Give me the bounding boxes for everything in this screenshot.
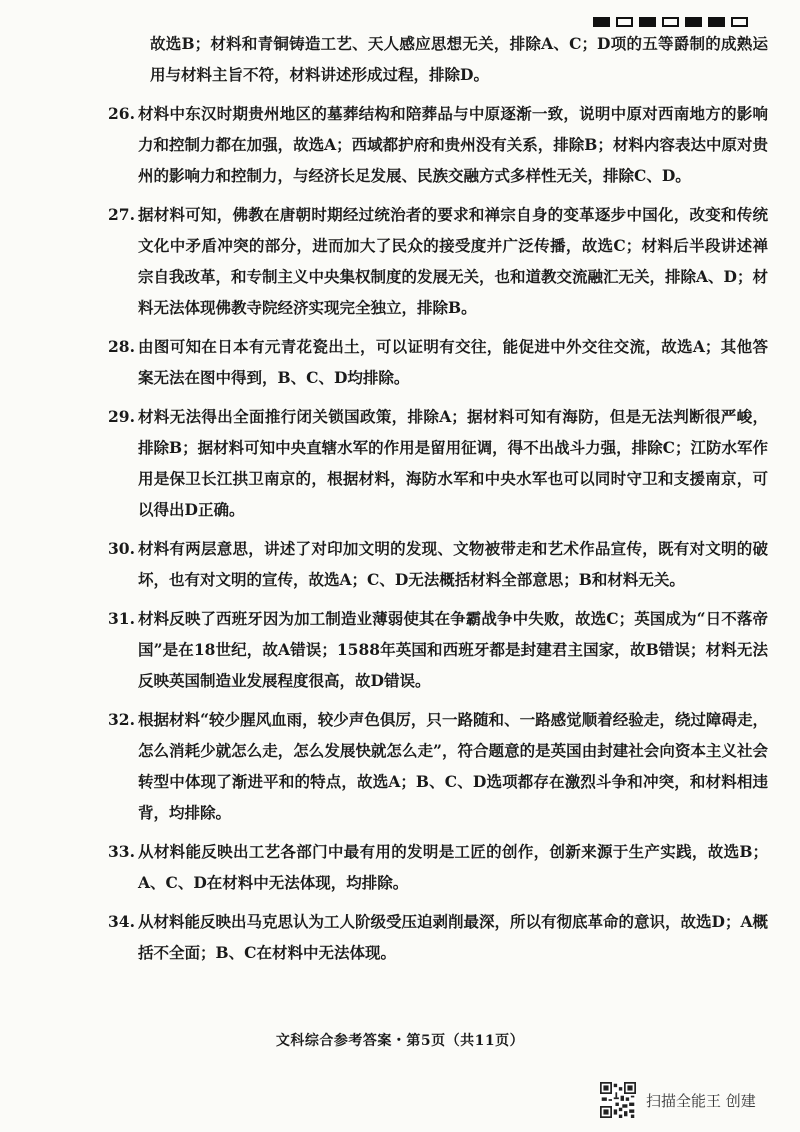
answer-text: 由图可知在日本有元青花瓷出土，可以证明有交往，能促进中外交往交流，故选A；其他答案无法在图中得到，B、C、D均排除。 xyxy=(138,337,768,387)
alignment-mark xyxy=(593,17,610,27)
question-number: 32. xyxy=(108,710,135,729)
answer-item xyxy=(108,199,768,323)
question-number: 28. xyxy=(108,337,135,356)
answer-item xyxy=(108,98,768,191)
answer-item xyxy=(108,906,768,968)
question-number: 31. xyxy=(108,609,135,628)
question-number: 34. xyxy=(108,912,135,931)
alignment-mark xyxy=(685,17,702,27)
scanner-watermark xyxy=(600,1082,756,1118)
answer-text: 材料无法得出全面推行闭关锁国政策，排除A；据材料可知有海防，但是无法判断很严峻，排除B；据材料可知中央直辖水军的作用是留用征调，得不出战斗力强，排除C；江防水军作用是保卫长江拱卫南京的，根据材料，海防水军和中央水军也可以同时守卫和支援南京，可以得出D正确。 xyxy=(138,407,768,519)
answer-list xyxy=(108,28,768,976)
answer-item xyxy=(108,603,768,696)
question-number: 33. xyxy=(108,842,135,861)
question-number: 30. xyxy=(108,539,135,558)
alignment-mark xyxy=(731,17,748,27)
answer-text: 材料反映了西班牙因为加工制造业薄弱使其在争霸战争中失败，故选C；英国成为“日不落帝国”是在18世纪，故A错误；1588年英国和西班牙都是封建君主国家，故B错误；材料无法反映英国制造业发展程度很高，故D错误。 xyxy=(138,609,768,690)
answer-text: 材料有两层意思，讲述了对印加文明的发现、文物被带走和艺术作品宣传，既有对文明的破坏，也有对文明的宣传，故选A；C、D无法概括材料全部意思；B和材料无关。 xyxy=(138,539,768,589)
alignment-mark xyxy=(662,17,679,27)
page-footer: 文科综合参考答案・第5页（共11页） xyxy=(275,1033,525,1049)
alignment-mark xyxy=(616,17,633,27)
answer-item xyxy=(108,704,768,828)
answer-item xyxy=(108,401,768,525)
answer-item xyxy=(108,533,768,595)
answer-text: 材料中东汉时期贵州地区的墓葬结构和陪葬品与中原逐渐一致，说明中原对西南地方的影响力和控制力都在加强，故选A；西域都护府和贵州没有关系，排除B；材料内容表达中原对贵州的影响力和控制力，与经济长足发展、民族交融方式多样性无关，排除C、D。 xyxy=(138,104,768,185)
watermark-text: 扫描全能王 创建 xyxy=(646,1091,756,1110)
alignment-mark xyxy=(639,17,656,27)
qr-code-icon xyxy=(600,1082,636,1118)
answer-item xyxy=(108,836,768,898)
answer-text: 故选B；材料和青铜铸造工艺、天人感应思想无关，排除A、C；D项的五等爵制的成熟运用与材料主旨不符，材料讲述形成过程，排除D。 xyxy=(150,34,768,84)
alignment-mark xyxy=(708,17,725,27)
question-number: 27. xyxy=(108,205,135,224)
answer-text: 根据材料“较少腥风血雨，较少声色俱厉，只一路随和、一路感觉顺着经验走，绕过障碍走，怎么消耗少就怎么走，怎么发展快就怎么走”，符合题意的是英国由封建社会向资本主义社会转型中体现了渐进平和的特点，故选A；B、C、D选项都存在激烈斗争和冲突，和材料相违背，均排除。 xyxy=(138,710,768,822)
answer-text: 从材料能反映出马克思认为工人阶级受压迫剥削最深，所以有彻底革命的意识，故选D；A概括不全面；B、C在材料中无法体现。 xyxy=(138,912,768,962)
question-number: 29. xyxy=(108,407,135,426)
alignment-marks xyxy=(593,17,748,27)
answer-text: 据材料可知，佛教在唐朝时期经过统治者的要求和禅宗自身的变革逐步中国化，改变和传统文化中矛盾冲突的部分，进而加大了民众的接受度并广泛传播，故选C；材料后半段讲述禅宗自我改革，和专制主义中央集权制度的发展无关，也和道教交流融汇无关，排除A、D；材料无法体现佛教寺院经济实现完全独立，排除B。 xyxy=(138,205,768,317)
answer-item xyxy=(108,28,768,90)
question-number: 26. xyxy=(108,104,135,123)
answer-text: 从材料能反映出工艺各部门中最有用的发明是工匠的创作，创新来源于生产实践，故选B；A、C、D在材料中无法体现，均排除。 xyxy=(138,842,768,892)
answer-item xyxy=(108,331,768,393)
